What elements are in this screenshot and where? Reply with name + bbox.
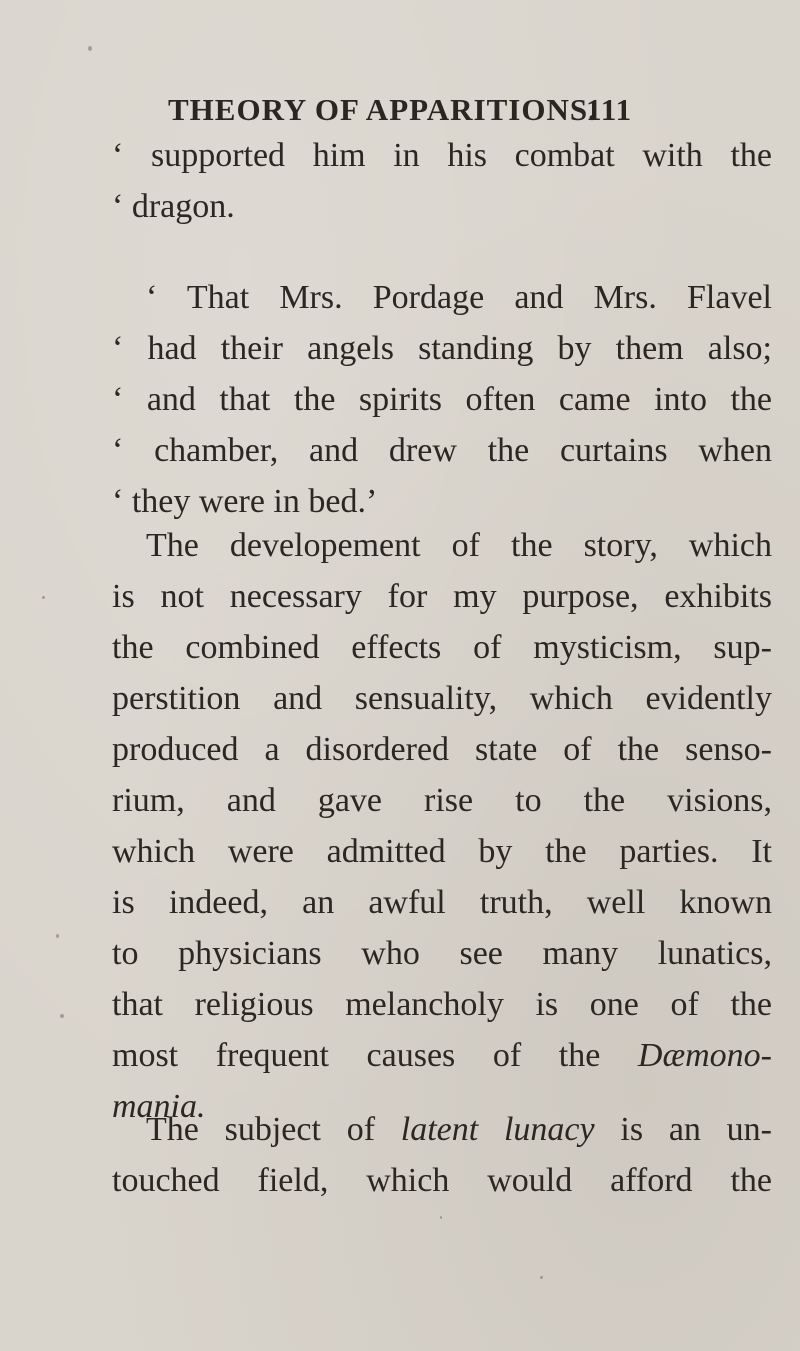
paper-speck — [540, 1276, 543, 1279]
paper-speck — [440, 1216, 442, 1219]
running-title: THEORY OF APPARITIONS. — [168, 92, 597, 127]
line-text: The subject of — [146, 1111, 376, 1148]
paragraph-line: produced a disordered state of the senso- — [112, 731, 772, 768]
italic-term: Dæmono- — [637, 1037, 772, 1074]
paragraph-line: to physicians who see many lunatics, — [112, 935, 772, 972]
quote-line: ‘ dragon. — [112, 188, 235, 225]
quote-block-1 — [112, 130, 772, 232]
quote-line: ‘ supported him in his combat with the — [112, 137, 772, 174]
running-header — [168, 92, 768, 132]
paragraph-line: which were admitted by the parties. It — [112, 833, 772, 870]
paragraph-line: that religious melancholy is one of the — [112, 986, 772, 1023]
paper-speck — [56, 934, 59, 938]
paper-speck — [42, 596, 45, 599]
quote-line: ‘ they were in bed.’ — [112, 483, 378, 520]
paragraph-line: touched field, which would afford the — [112, 1162, 772, 1199]
page-number: 111 — [586, 92, 633, 127]
paper-speck — [88, 46, 92, 51]
paragraph-line: rium, and gave rise to the visions, — [112, 782, 772, 819]
line-text: is an un- — [620, 1111, 772, 1148]
quote-block-2 — [112, 272, 772, 527]
paragraph-line: The developement of the story, which — [146, 527, 772, 564]
paragraph-line: is not necessary for my purpose, exhibits — [112, 578, 772, 615]
italic-term: latent lunacy — [400, 1111, 595, 1148]
quote-line: ‘ had their angels standing by them also; — [112, 330, 772, 367]
quote-line: ‘ chamber, and drew the curtains when — [112, 432, 772, 469]
paragraph-1 — [112, 520, 772, 1132]
paragraph-line: is indeed, an awful truth, well known — [112, 884, 772, 921]
quote-line: ‘ and that the spirits often came into the — [112, 381, 772, 418]
paragraph-line: the combined effects of mysticism, sup- — [112, 629, 772, 666]
italic-term: mania. — [112, 1088, 206, 1125]
quote-line: ‘ That Mrs. Pordage and Mrs. Flavel — [146, 279, 772, 316]
paper-speck — [60, 1014, 64, 1018]
paragraph-line — [112, 1104, 772, 1155]
line-text: most frequent causes of the — [112, 1037, 601, 1074]
paragraph-line — [112, 1030, 772, 1081]
paragraph-2 — [112, 1104, 772, 1206]
paragraph-line: perstition and sensuality, which evidently — [112, 680, 772, 717]
